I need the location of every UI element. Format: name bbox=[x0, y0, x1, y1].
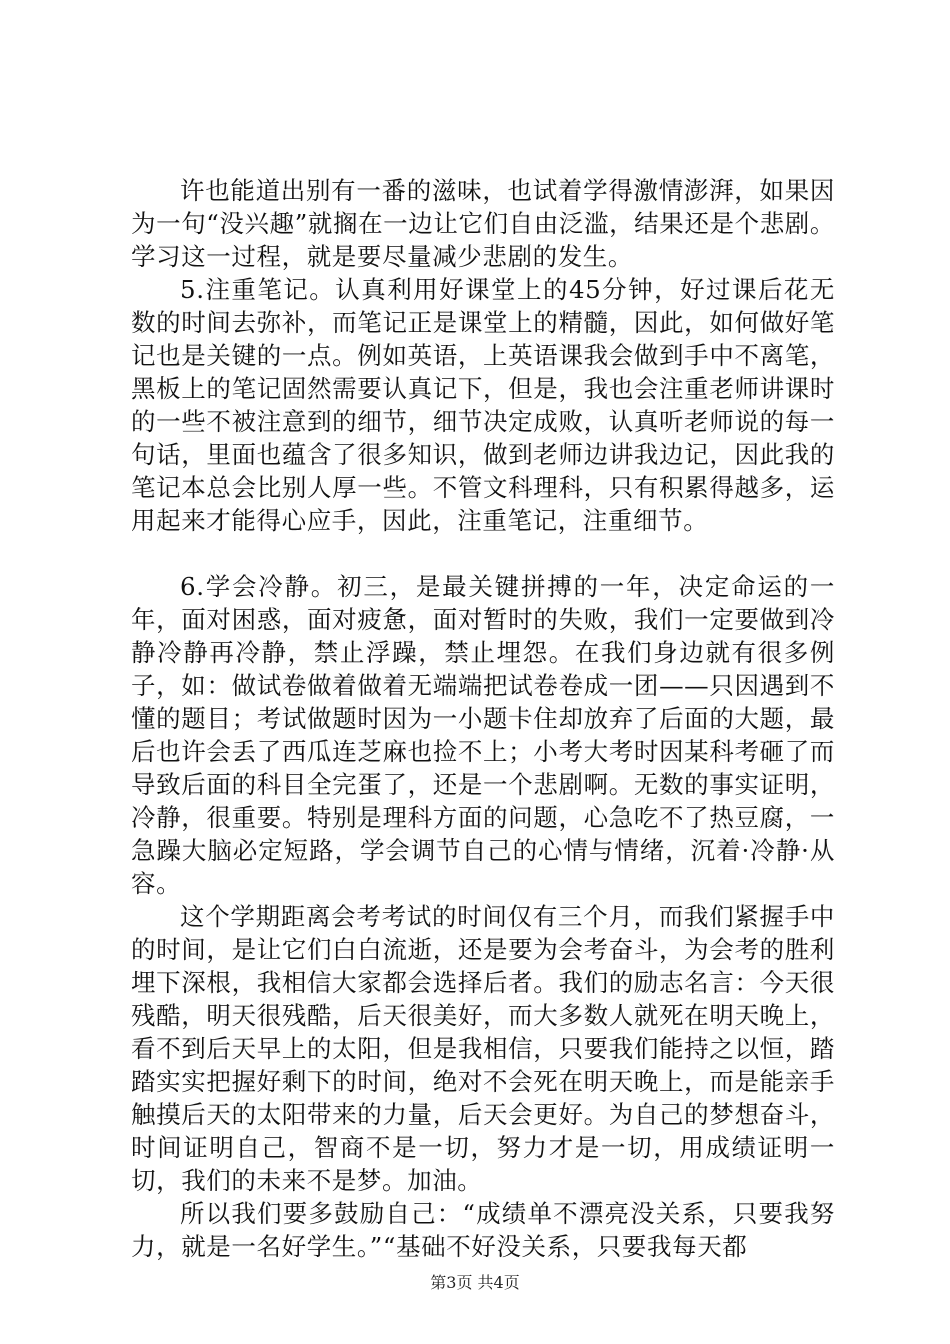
paragraph-item-5-notes: 5.注重笔记。认真利用好课堂上的45分钟，好过课后花无数的时间去弥补，而笔记正是课堂上的精髓，因此，如何做好笔记也是关键的一点。例如英语，上英语课我会做到手中不离笔，黑板上的笔记固然需要认真记下，但是，我也会注重老师讲课时的一些不被注意到的细节，细节决定成败，认真听老师说的每一句话，里面也蕴含了很多知识，做到老师边讲我边记，因此我的笔记本总会比别人厚一些。不管文科理科，只有积累得越多，运用起来才能得心应手，因此，注重笔记，注重细节。 bbox=[131, 275, 835, 535]
paragraph-semester-motivation: 这个学期距离会考考试的时间仅有三个月，而我们紧握手中的时间，是让它们白白流逝，还是要为会考奋斗，为会考的胜利埋下深根，我相信大家都会选择后者。我们的励志名言：今天很残酷，明天很残酷，后天很美好，而大多数人就死在明天晚上，看不到后天早上的太阳，但是我相信，只要我们能持之以恒，踏踏实实把握好剩下的时间，绝对不会死在明天晚上，而是能亲手触摸后天的太阳带来的力量，后天会更好。为自己的梦想奋斗，时间证明自己，智商不是一切，努力才是一切，用成绩证明一切，我们的未来不是梦。加油。 bbox=[131, 902, 835, 1195]
paragraph-continuation: 许也能道出别有一番的滋味，也试着学得激情澎湃，如果因为一句“没兴趣”就搁在一边让它们自由泛滥，结果还是个悲剧。学习这一过程，就是要尽量减少悲剧的发生。 bbox=[131, 176, 835, 271]
document-body bbox=[131, 174, 835, 1263]
page-number-footer: 第3页 共4页 bbox=[430, 1273, 520, 1292]
paragraph-encouragement: 所以我们要多鼓励自己：“成绩单不漂亮没关系，只要我努力，就是一名好学生。”“基础不好没关系，只要我每天都 bbox=[131, 1199, 835, 1261]
paragraph-item-6-calm: 6.学会冷静。初三，是最关键拼搏的一年，决定命运的一年，面对困惑，面对疲惫，面对暂时的失败，我们一定要做到冷静冷静再冷静，禁止浮躁，禁止埋怨。在我们身边就有很多例子，如：做试卷做着做着无端端把试卷卷成一团——只因遇到不懂的题目；考试做题时因为一小题卡住却放弃了后面的大题，最后也许会丢了西瓜连芝麻也捡不上；小考大考时因某科考砸了而导致后面的科目全完蛋了，还是一个悲剧啊。无数的事实证明，冷静，很重要。特别是理科方面的问题，心急吃不了热豆腐，一急躁大脑必定短路，学会调节自己的心情与情绪，沉着·冷静·从容。 bbox=[131, 572, 835, 898]
